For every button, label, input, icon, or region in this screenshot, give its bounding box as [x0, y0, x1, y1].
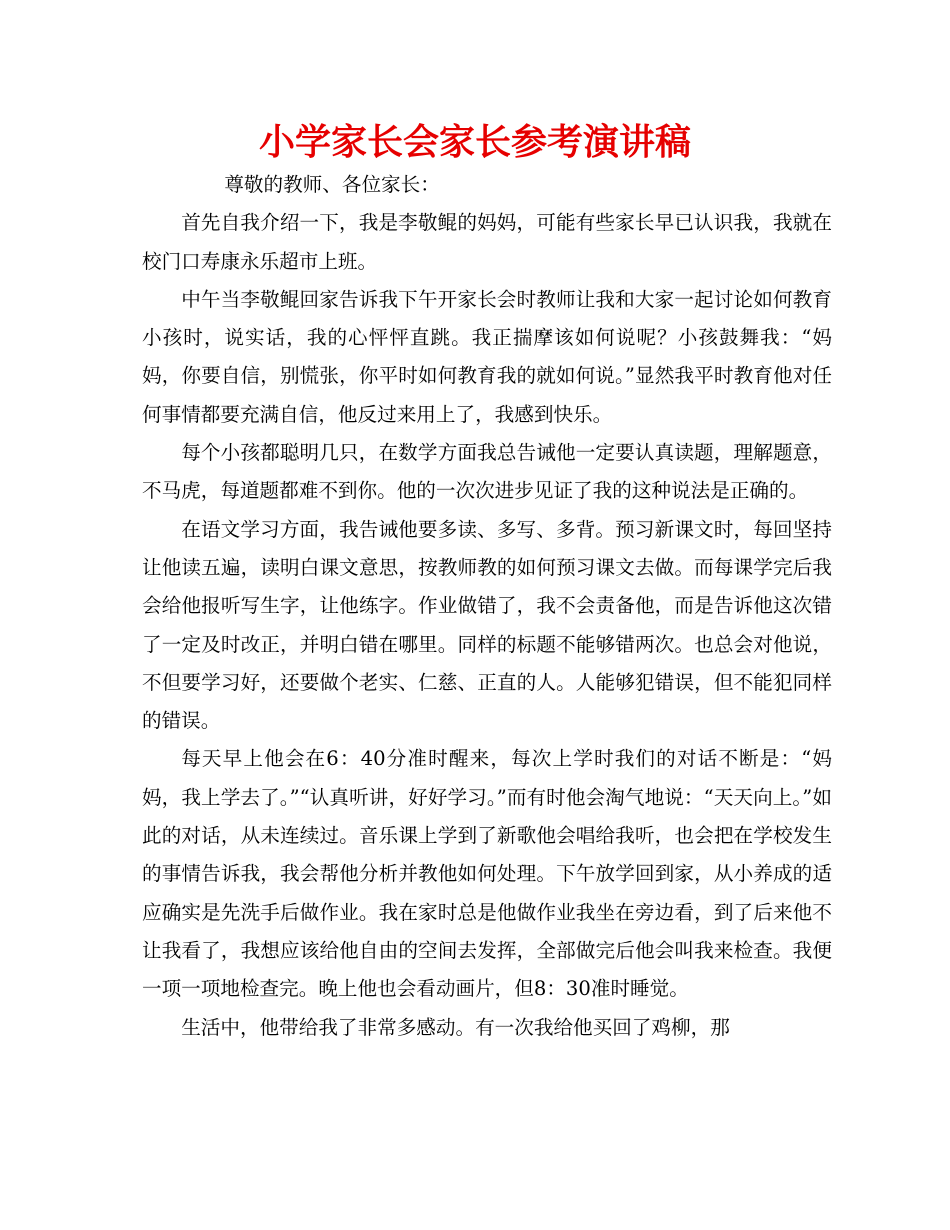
paragraph-life: 生活中，他带给我了非常多感动。有一次我给他买回了鸡柳，那: [181, 1015, 730, 1039]
paragraph-daily-routine: 每天早上他会在6：40分准时醒来，每次上学时我们的对话不断是：“妈妈，我上学去了。”“认真听讲，好好学习。”而有时他会淘气地说：“天天向上。”如此的对话，从未连续过。音乐课上学到了新歌他会唱给我听，也会把在学校发生的事情告诉我，我会帮他分析并教他如何处理。下午放学回到家，从小养成的适应确实是先洗手后做作业。我在家时总是他做作业我坐在旁边看，到了后来他不让我看了，我想应该给他自由的空间去发挥，全部做完后他会叫我来检查。我便一项一项地检查完。晚上他也会看动画片，但8：30准时睡觉。: [142, 747, 832, 1001]
document-body: [142, 166, 832, 1047]
paragraph-parent-meeting: 中午当李敬鲲回家告诉我下午开家长会时教师让我和大家一起讨论如何教育小孩时，说实话，我的心怦怦直跳。我正揣摩该如何说呢？小孩鼓舞我：“妈妈，你要自信，别慌张，你平时如何教育我的就如何说。”显然我平时教育他对任何事情都要充满自信，他反过来用上了，我感到快乐。: [142, 287, 832, 426]
paragraph-chinese: 在语文学习方面，我告诫他要多读、多写、多背。预习新课文时，每回坚持让他读五遍，读明白课文意思，按教师教的如何预习课文去做。而每课学完后我会给他报听写生字，让他练字。作业做错了，我不会责备他，而是告诉他这次错了一定及时改正，并明白错在哪里。同样的标题不能够错两次。也总会对他说，不但要学习好，还要做个老实、仁慈、正直的人。人能够犯错误，但不能犯同样的错误。: [142, 517, 832, 733]
paragraph-math: 每个小孩都聪明几只，在数学方面我总告诫他一定要认真读题，理解题意，不马虎，每道题都难不到你。他的一次次进步见证了我的这种说法是正确的。: [142, 441, 832, 503]
paragraph-introduction: 首先自我介绍一下，我是李敬鲲的妈妈，可能有些家长早已认识我，我就在校门口寿康永乐超市上班。: [142, 211, 832, 273]
salutation: 尊敬的教师、各位家长：: [224, 173, 440, 196]
document-title: 小学家长会家长参考演讲稿: [258, 122, 691, 163]
